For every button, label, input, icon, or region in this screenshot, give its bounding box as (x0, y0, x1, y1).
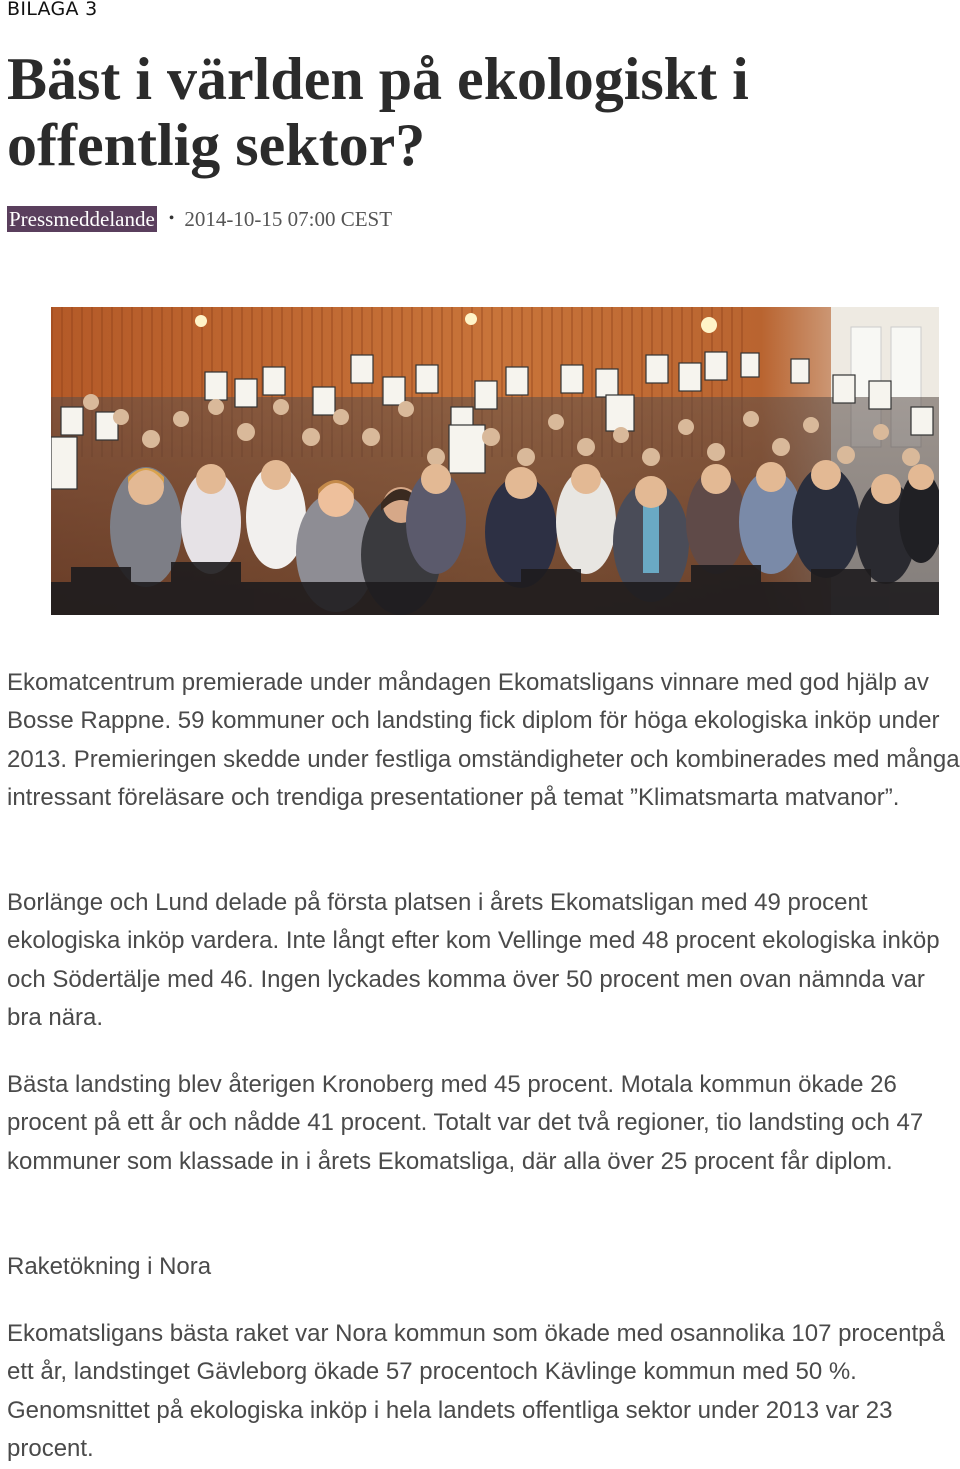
article-meta (7, 205, 392, 233)
category-badge[interactable]: Pressmeddelande (9, 207, 155, 231)
publish-date: 2014-10-15 07:00 CEST (184, 206, 393, 231)
body-paragraph: Bästa landsting blev återigen Kronoberg med 45 procent. Motala kommun ökade 26 procent på ett år och nådde 41 procent. Totalt var det två regioner, tio landsting och 47 kommuner som klassade in i årets Ekomatsliga, där alla över 25 procent får diplom. (7, 1071, 924, 1175)
body-paragraph: Borlänge och Lund delade på första platsen i årets Ekomatsligan med 49 procent ekologiska inköp vardera. Inte långt efter kom Vellinge med 48 procent ekologiska inköp och Södertälje med 46. Ingen lyckades komma över 50 procent men ovan nämnda var bra nära. (7, 889, 940, 1032)
bullet-separator: • (168, 210, 175, 227)
attachment-label: BILAGA 3 (7, 0, 98, 20)
group-photo (51, 307, 939, 615)
body-paragraph: Ekomatsligans bästa raket var Nora kommun som ökade med osannolika 107 procentpå ett år, landstinget Gävleborg ökade 57 procentoch Kävlinge kommun med 50 %. Genomsnittet på ekologiska inköp i hela landets offentliga sektor under 2013 var 23 procent. (7, 1320, 945, 1463)
body-paragraph: Ekomatcentrum premierade under måndagen Ekomatsligans vinnare med god hjälp av Bosse Rappne. 59 kommuner och landsting fick diplom för höga ekologiska inköp under 2013. Premieringen skedde under festliga omständigheter och kombinerades med många intressant föreläsare och trendiga presentationer på temat ”Klimatsmarta matvanor”. (7, 669, 960, 812)
section-subheading: Raketökning i Nora (7, 1253, 212, 1280)
page-title: Bäst i världen på ekologiskt i offentlig sektor? (7, 46, 749, 178)
